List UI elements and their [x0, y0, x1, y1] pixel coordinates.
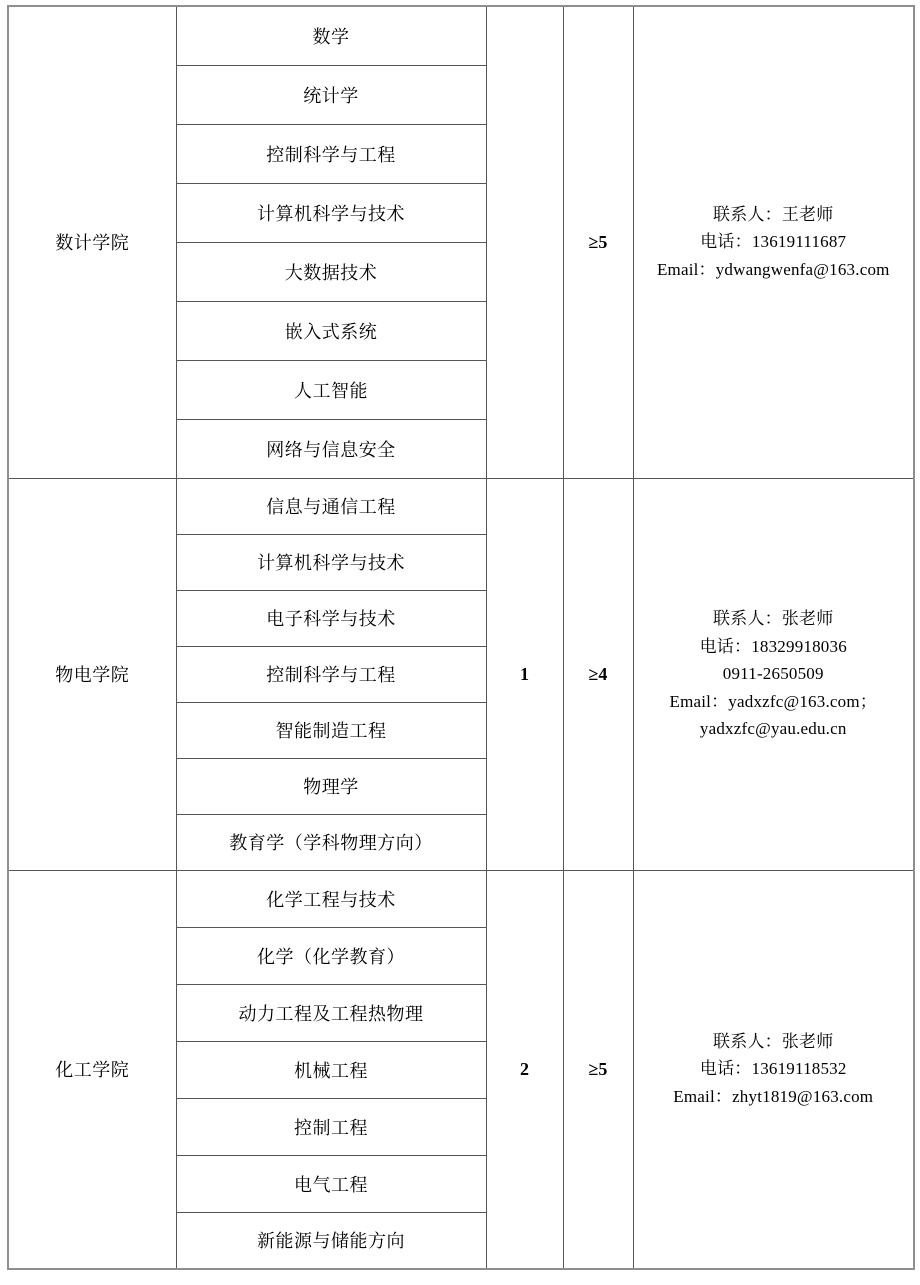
contact-email: Email：ydwangwenfa@163.com — [656, 260, 890, 280]
table-row — [8, 870, 914, 927]
major-cell: 控制科学与工程 — [176, 124, 486, 183]
major-cell: 计算机科学与技术 — [176, 183, 486, 242]
major-cell: 控制工程 — [176, 1098, 486, 1155]
major-cell: 化学工程与技术 — [176, 870, 486, 927]
major-cell: 计算机科学与技术 — [176, 534, 486, 590]
major-cell: 统计学 — [176, 65, 486, 124]
major-cell: 新能源与储能方向 — [176, 1212, 486, 1269]
major-cell: 物理学 — [176, 758, 486, 814]
college-name: 数计学院 — [8, 6, 176, 478]
contact-person: 联系人：张老师 — [713, 609, 834, 629]
major-cell: 信息与通信工程 — [176, 478, 486, 534]
recruitment-table — [7, 5, 915, 1270]
count-cell — [486, 6, 563, 478]
college-name: 化工学院 — [8, 870, 176, 1269]
major-cell: 人工智能 — [176, 360, 486, 419]
contact-cell — [633, 478, 914, 870]
major-cell: 网络与信息安全 — [176, 419, 486, 478]
requirement-cell: ≥5 — [563, 870, 633, 1269]
major-cell: 数学 — [176, 6, 486, 65]
contact-phone-2: 0911-2650509 — [722, 664, 824, 684]
major-cell: 大数据技术 — [176, 242, 486, 301]
major-cell: 电子科学与技术 — [176, 590, 486, 646]
contact-email-2: yadxzfc@yau.edu.cn — [699, 719, 847, 739]
major-cell: 智能制造工程 — [176, 702, 486, 758]
count-cell: 2 — [486, 870, 563, 1269]
major-cell: 电气工程 — [176, 1155, 486, 1212]
major-cell: 嵌入式系统 — [176, 301, 486, 360]
count-cell: 1 — [486, 478, 563, 870]
contact-phone: 电话：13619118532 — [699, 1059, 847, 1079]
table-row — [8, 6, 914, 65]
contact-person: 联系人：王老师 — [713, 204, 834, 224]
contact-cell — [633, 870, 914, 1269]
major-cell: 机械工程 — [176, 1041, 486, 1098]
requirement-cell: ≥4 — [563, 478, 633, 870]
college-name: 物电学院 — [8, 478, 176, 870]
contact-phone: 电话：18329918036 — [699, 636, 847, 656]
contact-phone: 电话：13619111687 — [700, 232, 847, 252]
contact-cell — [633, 6, 914, 478]
major-cell: 控制科学与工程 — [176, 646, 486, 702]
contact-email: Email：yadxzfc@163.com； — [669, 691, 877, 711]
requirement-cell: ≥5 — [563, 6, 633, 478]
contact-email: Email：zhyt1819@163.com — [673, 1087, 874, 1107]
contact-person: 联系人：张老师 — [713, 1031, 834, 1051]
major-cell: 教育学（学科物理方向） — [176, 814, 486, 870]
table-row — [8, 478, 914, 534]
major-cell: 动力工程及工程热物理 — [176, 984, 486, 1041]
major-cell: 化学（化学教育） — [176, 927, 486, 984]
